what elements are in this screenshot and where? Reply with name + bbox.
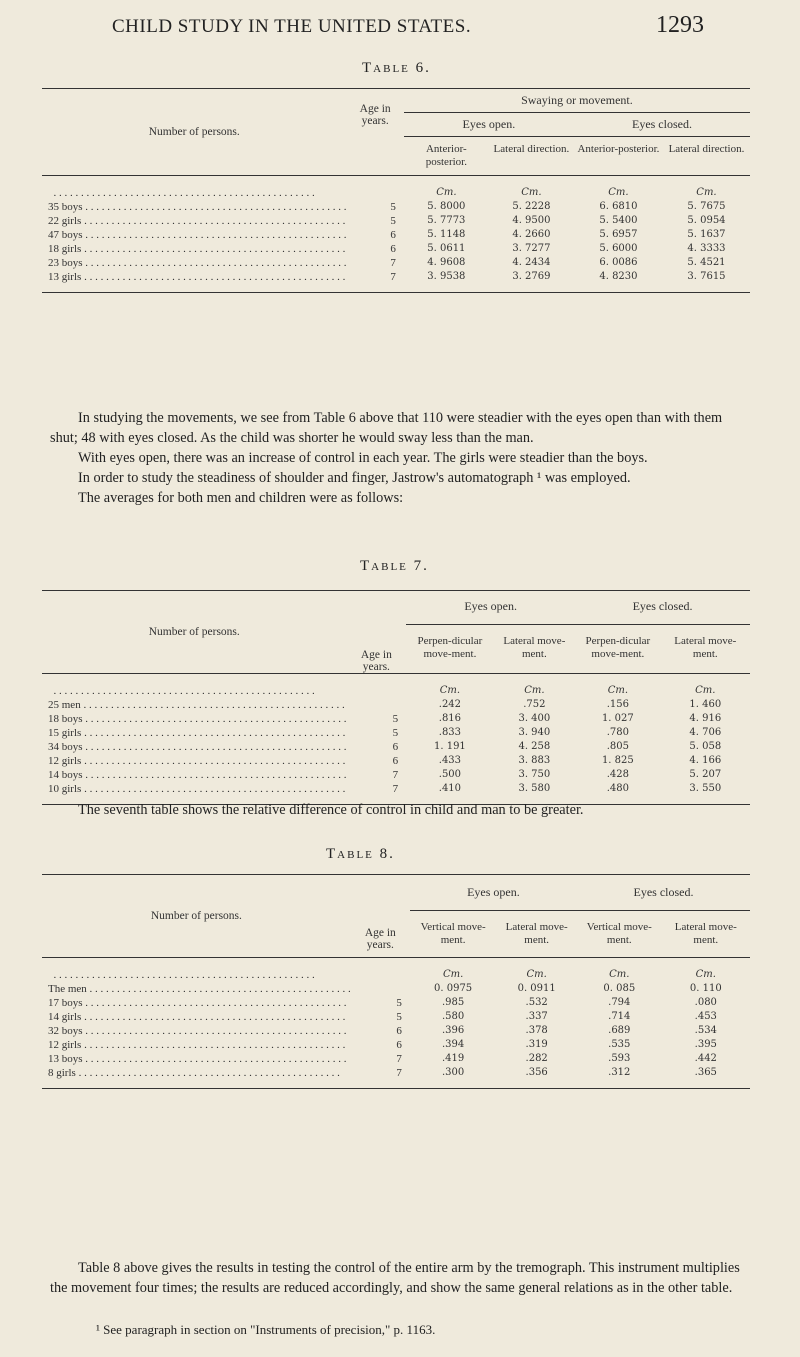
value-cell: .419 xyxy=(441,1053,465,1064)
value-cell: .428 xyxy=(606,769,629,780)
value-cell: .535 xyxy=(608,1039,631,1050)
age-cell: 6 xyxy=(392,755,399,767)
value-cell: 5. 6957 xyxy=(599,229,638,240)
value-cell: .442 xyxy=(694,1053,717,1064)
age-cell: 7 xyxy=(392,783,399,795)
age-cell: 5 xyxy=(390,215,396,227)
value-cell: .714 xyxy=(608,1011,631,1022)
age-cell: 5 xyxy=(390,201,396,213)
value-cell: 5. 8000 xyxy=(427,201,466,212)
table7-header-open: Eyes open. xyxy=(464,599,517,613)
age-cell: 5 xyxy=(396,997,402,1009)
value-cell: 3. 550 xyxy=(689,783,722,794)
value-cell: .985 xyxy=(441,997,465,1008)
unit-label: Cm. xyxy=(521,187,542,198)
table8-header-open: Eyes open. xyxy=(467,885,520,899)
table8-names xyxy=(42,958,351,1089)
age-cell: 6 xyxy=(390,243,396,255)
unit-label: Cm. xyxy=(524,685,545,696)
value-cell: 3. 883 xyxy=(518,755,551,766)
value-cell: 4. 166 xyxy=(689,755,722,766)
unit-label: Cm. xyxy=(439,685,461,696)
value-cell: 5. 2228 xyxy=(512,201,551,212)
table7-header-age: Age in years. xyxy=(360,649,392,673)
table8-ages xyxy=(351,958,410,1089)
value-cell: .794 xyxy=(608,997,631,1008)
value-cell: .480 xyxy=(606,783,629,794)
row-label: 8 girls . . . xyxy=(48,1066,351,1080)
value-cell: 5. 0611 xyxy=(427,243,466,254)
age-cell: 5 xyxy=(392,713,399,725)
unit-label: Cm. xyxy=(608,187,629,198)
page-number: 1293 xyxy=(656,12,704,38)
value-cell: 6. 0086 xyxy=(599,257,638,268)
value-cell: 5. 058 xyxy=(689,741,722,752)
text-line: In order to study the steadiness of shoulder and finger, Jastrow's automatograph ¹ was employed. xyxy=(78,470,631,486)
value-cell: 5. 0954 xyxy=(687,215,726,226)
table8-col1 xyxy=(410,958,497,1089)
table7-col-header: Perpen-dicular move-ment. xyxy=(417,634,483,660)
value-cell: 1. 825 xyxy=(601,755,634,766)
paragraph-3 xyxy=(50,1258,750,1298)
value-cell: .312 xyxy=(608,1067,631,1078)
unit-label: Cm. xyxy=(442,969,464,980)
row-label: 32 boys . . . xyxy=(48,1024,351,1038)
table6-header-name: Number of persons. xyxy=(148,126,240,138)
age-cell: 7 xyxy=(396,1067,402,1079)
value-cell: .752 xyxy=(523,699,546,710)
value-cell: .378 xyxy=(525,1025,548,1036)
value-cell: 3. 400 xyxy=(518,713,551,724)
table8-col-header: Vertical move-ment. xyxy=(586,921,652,946)
table6 xyxy=(42,88,750,293)
value-cell: 4. 9500 xyxy=(512,215,551,226)
unit-label: Cm. xyxy=(526,969,547,980)
table7-caption: Table 7. xyxy=(360,558,429,574)
text-line: The seventh table shows the relative difference of control in child and man to be greater. xyxy=(78,802,584,818)
row-label: 14 girls . . . xyxy=(48,1010,351,1024)
table7-col3 xyxy=(575,674,660,805)
table8-header-age: Age in years. xyxy=(364,927,396,951)
table6-header-age: Age in years. xyxy=(359,103,391,127)
value-cell: 3. 9538 xyxy=(427,271,466,282)
value-cell: 4. 916 xyxy=(689,713,722,724)
value-cell: .410 xyxy=(438,783,462,794)
age-cell: 7 xyxy=(392,769,399,781)
value-cell: 3. 580 xyxy=(518,783,551,794)
value-cell: .395 xyxy=(694,1039,717,1050)
table8 xyxy=(42,874,750,1089)
running-head-title: CHILD STUDY IN THE UNITED STATES. xyxy=(112,16,472,37)
value-cell: .534 xyxy=(694,1025,717,1036)
value-cell: .242 xyxy=(438,699,462,710)
row-label: 13 boys . . . xyxy=(48,1052,351,1066)
age-cell xyxy=(347,698,399,712)
value-cell: .396 xyxy=(441,1025,465,1036)
unit-label: Cm. xyxy=(607,685,628,696)
table6-caption: Table 6. xyxy=(362,60,431,76)
age-cell: 6 xyxy=(396,1025,402,1037)
table7-col-header: Lateral move-ment. xyxy=(674,634,737,660)
value-cell: .337 xyxy=(525,1011,548,1022)
table7 xyxy=(42,590,750,805)
table6-ages xyxy=(347,176,404,293)
table8-header-closed: Eyes closed. xyxy=(633,885,694,899)
text-line: In studying the movements, we see from Table 6 above that 110 were steadier with the eyes open than with them shut; 48 with eyes closed. As the child was shorter he would sway less than the man. xyxy=(50,410,723,446)
unit-label: Cm. xyxy=(609,969,630,980)
row-label: 17 boys . . . xyxy=(48,996,351,1010)
table8-col3 xyxy=(577,958,662,1089)
table7-ages xyxy=(347,674,407,805)
row-label: 47 boys . . . xyxy=(48,228,347,242)
unit-label: Cm. xyxy=(436,187,457,198)
row-label: 10 girls . . . xyxy=(48,782,347,796)
text-line: Table 8 above gives the results in testing the control of the entire arm by the tremograph. This instrument multiplies the movement four times; the results are reduced accordingly, and show the same general relations as in the other table. xyxy=(50,1260,740,1296)
text-line: With eyes open, there was an increase of control in each year. The girls were steadier than the boys. xyxy=(78,450,648,466)
table6-col-header: Lateral direction. xyxy=(493,143,570,155)
value-cell: 4. 2434 xyxy=(512,257,551,268)
table8-col-header: Lateral move-ment. xyxy=(674,921,737,946)
value-cell: .833 xyxy=(438,727,462,738)
value-cell: 6. 6810 xyxy=(599,201,638,212)
row-label: 35 boys . . . xyxy=(48,200,347,214)
table6-header-top: Swaying or movement. xyxy=(521,93,633,107)
value-cell: 3. 7615 xyxy=(687,271,726,282)
row-label: 13 girls . . . xyxy=(48,270,347,284)
value-cell: 4. 9608 xyxy=(427,257,466,268)
table7-col-header: Perpen-dicular move-ment. xyxy=(585,634,651,660)
value-cell: 1. 460 xyxy=(689,699,722,710)
age-cell: 7 xyxy=(390,257,396,269)
value-cell: 0. 0975 xyxy=(434,983,473,994)
table8-col2 xyxy=(496,958,577,1089)
row-label: 12 girls . . . xyxy=(48,1038,351,1052)
table8-col4 xyxy=(662,958,750,1089)
value-cell: 3. 7277 xyxy=(512,243,551,254)
value-cell: 5. 5400 xyxy=(599,215,638,226)
value-cell: 5. 1148 xyxy=(427,229,466,240)
table6-col-header: Anterior-posterior. xyxy=(577,143,660,155)
paragraph-2 xyxy=(50,800,750,820)
table6-col1 xyxy=(404,176,489,293)
row-label: 22 girls . . . xyxy=(48,214,347,228)
table7-col2 xyxy=(494,674,575,805)
unit-label: Cm. xyxy=(695,685,716,696)
value-cell: 3. 750 xyxy=(518,769,551,780)
table7-header-name: Number of persons. xyxy=(148,626,240,638)
table7-names xyxy=(42,674,347,805)
value-cell: .780 xyxy=(606,727,629,738)
unit-label: Cm. xyxy=(695,969,716,980)
table6-col2 xyxy=(489,176,574,293)
value-cell: 1. 191 xyxy=(433,741,466,752)
value-cell: .453 xyxy=(694,1011,717,1022)
row-label: 25 men . . . xyxy=(48,698,347,712)
table7-header-closed: Eyes closed. xyxy=(632,599,693,613)
value-cell: 4. 3333 xyxy=(687,243,726,254)
age-cell: 6 xyxy=(396,1039,402,1051)
value-cell: .500 xyxy=(438,769,462,780)
age-cell: 7 xyxy=(390,271,396,283)
value-cell: .805 xyxy=(606,741,629,752)
table8-header-name: Number of persons. xyxy=(150,910,242,922)
value-cell: .156 xyxy=(606,699,629,710)
value-cell: .282 xyxy=(525,1053,548,1064)
table8-col-header: Vertical move-ment. xyxy=(420,921,486,946)
value-cell: 5. 4521 xyxy=(687,257,726,268)
value-cell: 0. 0911 xyxy=(517,983,556,994)
value-cell: 0. 110 xyxy=(689,983,722,994)
value-cell: 4. 8230 xyxy=(599,271,638,282)
value-cell: .365 xyxy=(694,1067,717,1078)
age-cell: 5 xyxy=(396,1011,402,1023)
paragraph-1 xyxy=(50,408,750,508)
value-cell: 5. 207 xyxy=(689,769,722,780)
footnote: ¹ See paragraph in section on "Instruments of precision," p. 1163. xyxy=(96,1322,436,1337)
table6-header-open: Eyes open. xyxy=(462,117,516,131)
row-label: 12 girls . . . xyxy=(48,754,347,768)
table8-col-header: Lateral move-ment. xyxy=(505,921,568,946)
table6-col4 xyxy=(663,176,750,293)
table7-col-header: Lateral move-ment. xyxy=(503,634,566,660)
value-cell: .433 xyxy=(438,755,462,766)
value-cell: 5. 1637 xyxy=(687,229,726,240)
table6-col-header: Anterior-posterior. xyxy=(425,143,467,168)
value-cell: .394 xyxy=(441,1039,465,1050)
value-cell: 0. 085 xyxy=(603,983,636,994)
value-cell: 3. 2769 xyxy=(512,271,551,282)
row-label: 14 boys . . . xyxy=(48,768,347,782)
age-cell xyxy=(351,982,402,996)
age-cell: 7 xyxy=(396,1053,402,1065)
row-label: 34 boys . . . xyxy=(48,740,347,754)
table6-col-header: Lateral direction. xyxy=(668,143,745,155)
age-cell: 6 xyxy=(390,229,396,241)
value-cell: 4. 706 xyxy=(689,727,722,738)
row-label: 18 girls . . . xyxy=(48,242,347,256)
row-label: 15 girls . . . xyxy=(48,726,347,740)
table6-header-closed: Eyes closed. xyxy=(631,117,692,131)
row-label: 18 boys . . . xyxy=(48,712,347,726)
value-cell: .300 xyxy=(441,1067,465,1078)
value-cell: 5. 7675 xyxy=(687,201,726,212)
value-cell: 5. 6000 xyxy=(599,243,638,254)
text-line: The averages for both men and children were as follows: xyxy=(78,490,404,506)
value-cell: 4. 258 xyxy=(518,741,551,752)
table7-col1 xyxy=(406,674,493,805)
table6-names xyxy=(42,176,347,293)
value-cell: 3. 940 xyxy=(518,727,551,738)
age-cell: 6 xyxy=(392,741,399,753)
value-cell: .689 xyxy=(608,1025,631,1036)
value-cell: .080 xyxy=(694,997,717,1008)
table7-col4 xyxy=(661,674,750,805)
value-cell: 4. 2660 xyxy=(512,229,551,240)
row-label: 23 boys . . . xyxy=(48,256,347,270)
value-cell: .816 xyxy=(438,713,462,724)
row-label: The men . . . xyxy=(48,982,351,996)
value-cell: .593 xyxy=(608,1053,631,1064)
value-cell: .319 xyxy=(525,1039,548,1050)
value-cell: .532 xyxy=(525,997,548,1008)
value-cell: .356 xyxy=(525,1067,548,1078)
value-cell: 5. 7773 xyxy=(427,215,466,226)
age-cell: 5 xyxy=(392,727,399,739)
table8-caption: Table 8. xyxy=(326,846,395,862)
value-cell: .580 xyxy=(441,1011,465,1022)
table6-col3 xyxy=(574,176,663,293)
unit-label: Cm. xyxy=(696,187,717,198)
value-cell: 1. 027 xyxy=(601,713,634,724)
running-head xyxy=(0,10,800,40)
